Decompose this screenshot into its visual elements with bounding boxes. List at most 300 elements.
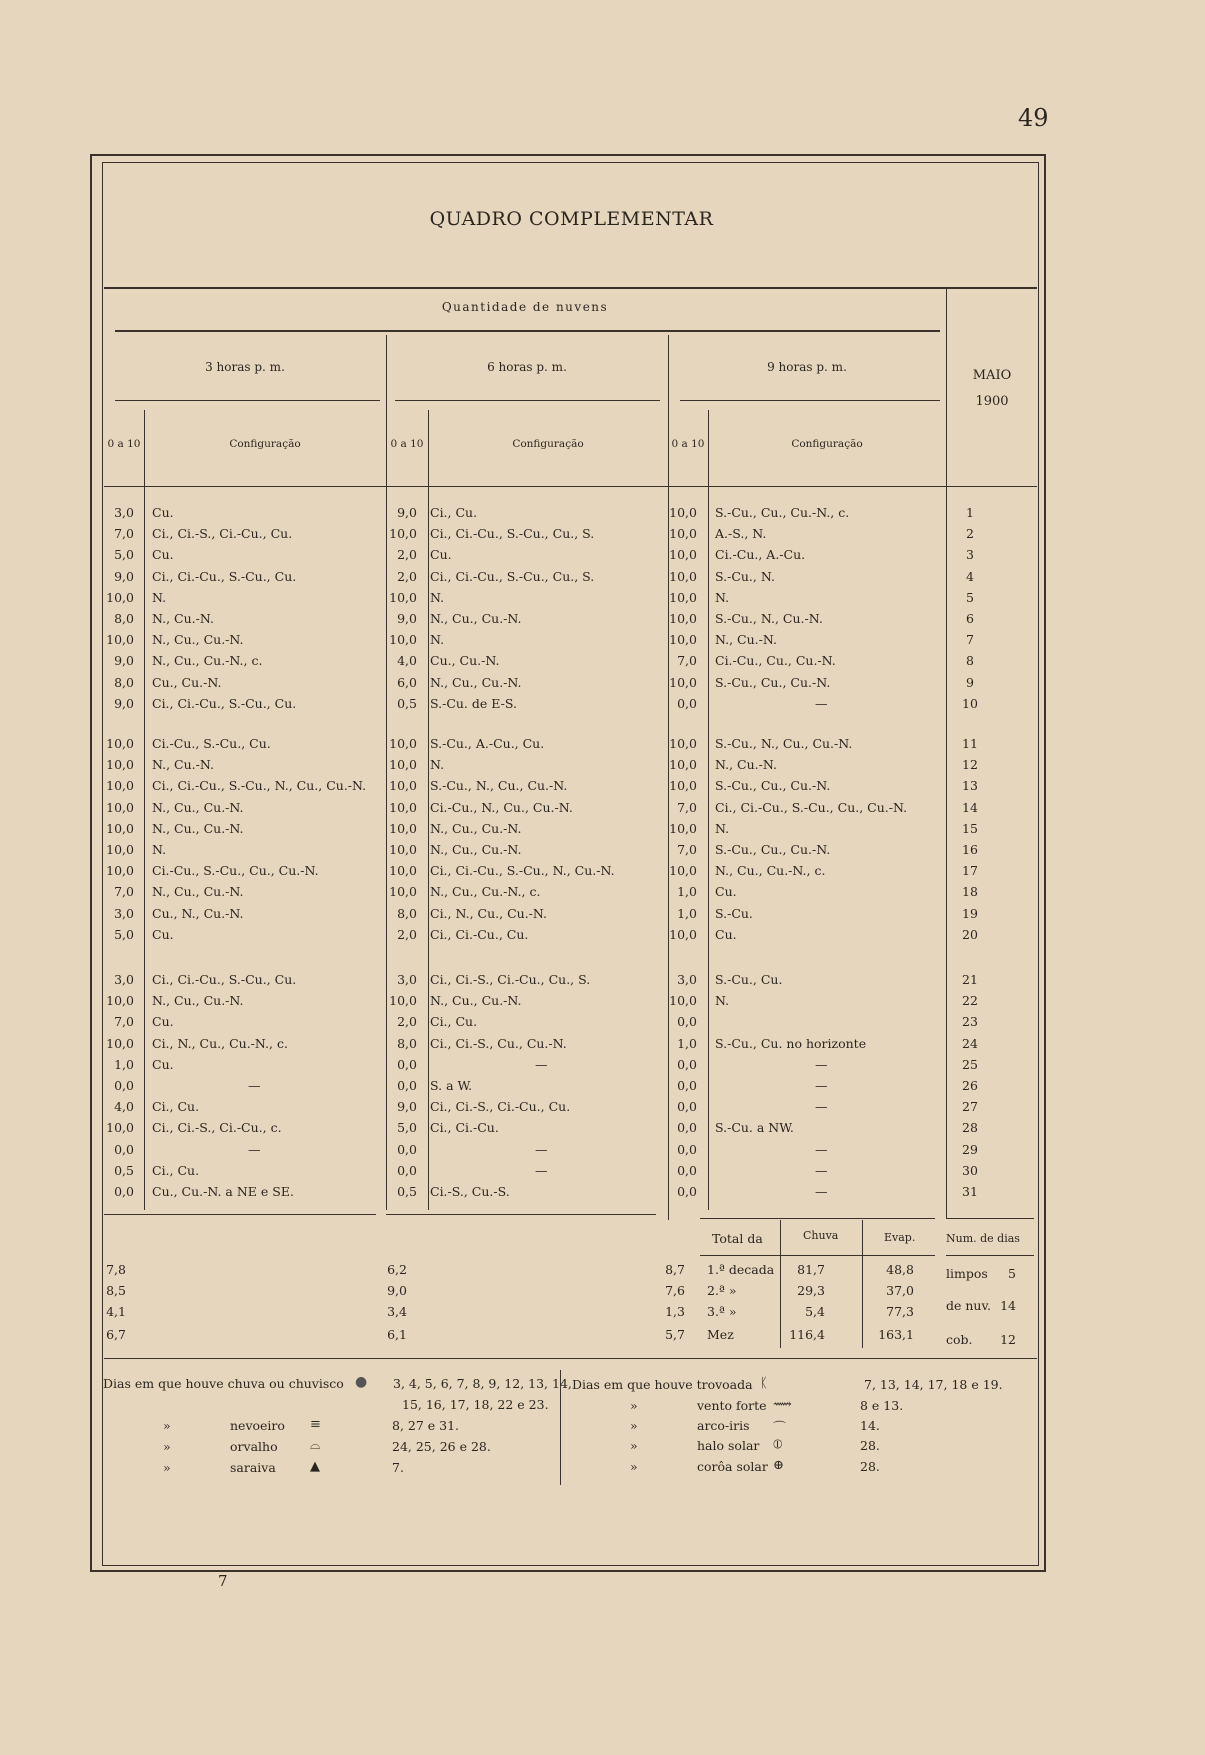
cloud-config-6pm: N., Cu., Cu.-N. bbox=[430, 842, 522, 857]
cloud-config-6pm: S.-Cu., N., Cu., Cu.-N. bbox=[430, 778, 568, 794]
cloud-config-3pm: N., Cu.-N. bbox=[152, 611, 214, 626]
table-title: QUADRO COMPLEMENTAR bbox=[429, 208, 714, 230]
table-row bbox=[0, 547, 1205, 565]
cloud-amount-6pm: 8,0 bbox=[397, 905, 417, 921]
cloud-config-3pm: Ci., N., Cu., Cu.-N., c. bbox=[152, 1035, 288, 1051]
group-title: Quantidade de nuvens bbox=[441, 300, 609, 314]
period-rule-3 bbox=[680, 400, 940, 401]
cloud-config-9pm: S.-Cu., Cu. no horizonte bbox=[715, 1035, 867, 1051]
cloud-amount-6pm: 10,0 bbox=[389, 778, 417, 794]
cloud-config-6pm: Ci.-S., Cu.-S. bbox=[430, 1184, 510, 1199]
cloud-config-3pm: N. bbox=[152, 842, 167, 857]
weather-symbol-icon: ⌓ bbox=[310, 1438, 321, 1453]
cloud-amount-3pm: 0,5 bbox=[114, 1162, 134, 1178]
cloud-config-9pm: — bbox=[815, 1162, 828, 1178]
cloud-amount-6pm: 0,5 bbox=[397, 695, 417, 711]
cloud-config-9pm: S.-Cu., Cu., Cu.-N. bbox=[715, 778, 831, 794]
cloud-amount-9pm: 10,0 bbox=[669, 820, 697, 836]
cloud-config-3pm: Cu. bbox=[152, 1056, 174, 1072]
table-row bbox=[0, 972, 1205, 990]
cloud-amount-9pm: 10,0 bbox=[669, 736, 697, 751]
day-number: 24 bbox=[962, 1035, 978, 1051]
cloud-config-3pm: Cu., N., Cu.-N. bbox=[152, 905, 244, 921]
cloud-amount-6pm: 4,0 bbox=[397, 653, 417, 669]
cloud-config-6pm: Ci., Ci.-S., Ci.-Cu., Cu. bbox=[430, 1099, 571, 1115]
footnote-label: vento forte bbox=[697, 1398, 767, 1413]
cloud-amount-9pm: 0,0 bbox=[677, 1141, 697, 1157]
days-value: 12 bbox=[1000, 1332, 1016, 1347]
cloud-amount-3pm: 7,0 bbox=[114, 884, 134, 900]
monthly-mean-6pm: 6,2 bbox=[387, 1262, 407, 1277]
cloud-config-9pm: N. bbox=[715, 993, 730, 1009]
summary-header-total: Total da bbox=[712, 1231, 763, 1246]
cloud-config-3pm: Cu. bbox=[152, 1014, 174, 1030]
cloud-config-3pm: Ci., Cu. bbox=[152, 1099, 200, 1115]
monthly-mean-3pm: 4,1 bbox=[106, 1304, 126, 1319]
day-number: 4 bbox=[966, 568, 974, 584]
day-number: 11 bbox=[962, 736, 978, 751]
cloud-amount-6pm: 10,0 bbox=[389, 993, 417, 1009]
cloud-amount-3pm: 9,0 bbox=[114, 695, 134, 711]
day-number: 28 bbox=[962, 1120, 978, 1136]
evaporation-total: 48,8 bbox=[886, 1262, 914, 1277]
cloud-amount-3pm: 8,0 bbox=[114, 611, 134, 626]
cloud-config-9pm: S.-Cu., N., Cu., Cu.-N. bbox=[715, 736, 853, 751]
table-row bbox=[0, 611, 1205, 629]
table-row bbox=[0, 842, 1205, 860]
cloud-amount-9pm: 10,0 bbox=[669, 589, 697, 605]
cloud-config-3pm: Ci., Ci.-Cu., S.-Cu., Cu. bbox=[152, 972, 297, 987]
summary-top-rule bbox=[780, 1220, 781, 1348]
cloud-config-9pm: — bbox=[815, 1184, 828, 1199]
day-number: 15 bbox=[962, 820, 978, 836]
summary-header-rule bbox=[700, 1255, 935, 1256]
cloud-amount-9pm: 1,0 bbox=[677, 1035, 697, 1051]
cloud-config-6pm: — bbox=[535, 1162, 548, 1178]
days-label: limpos bbox=[946, 1266, 988, 1281]
cloud-amount-9pm: 0,0 bbox=[677, 1056, 697, 1072]
footnote-ditto: » bbox=[630, 1438, 638, 1453]
day-number: 1 bbox=[966, 505, 974, 520]
cloud-amount-3pm: 10,0 bbox=[106, 842, 134, 857]
table-row bbox=[0, 526, 1205, 544]
cloud-config-6pm: S.-Cu. de E-S. bbox=[430, 695, 517, 711]
day-number: 22 bbox=[962, 993, 978, 1009]
weather-symbol-icon: ⌒ bbox=[773, 1421, 787, 1436]
cloud-config-3pm: Ci.-Cu., S.-Cu., Cu., Cu.-N. bbox=[152, 863, 319, 879]
cloud-config-9pm: S.-Cu., Cu., Cu.-N., c. bbox=[715, 505, 850, 520]
cloud-config-3pm: Ci.-Cu., S.-Cu., Cu. bbox=[152, 736, 271, 751]
cloud-amount-9pm: 0,0 bbox=[677, 1120, 697, 1136]
cloud-amount-3pm: 0,0 bbox=[114, 1184, 134, 1199]
footnote-days: 3, 4, 5, 6, 7, 8, 9, 12, 13, 14, bbox=[393, 1376, 572, 1391]
thunder-symbol-icon: ᛕ bbox=[760, 1376, 768, 1391]
cloud-config-9pm: N. bbox=[715, 589, 730, 605]
cloud-amount-9pm: 10,0 bbox=[669, 547, 697, 563]
cloud-amount-9pm: 10,0 bbox=[669, 568, 697, 584]
cloud-config-3pm: — bbox=[248, 1078, 261, 1093]
cloud-amount-3pm: 10,0 bbox=[106, 736, 134, 751]
day-number: 23 bbox=[962, 1014, 978, 1030]
cloud-config-3pm: N., Cu., Cu.-N. bbox=[152, 884, 244, 900]
table-row bbox=[0, 653, 1205, 671]
footnote-label: Dias em que houve trovoada bbox=[572, 1377, 753, 1392]
cloud-amount-3pm: 4,0 bbox=[114, 1099, 134, 1115]
cloud-amount-6pm: 9,0 bbox=[397, 505, 417, 520]
days-label: de nuv. bbox=[946, 1298, 992, 1313]
cloud-amount-9pm: 0,0 bbox=[677, 1184, 697, 1199]
weather-symbol-icon: ▲ bbox=[310, 1459, 320, 1474]
day-number: 2 bbox=[966, 526, 974, 542]
cloud-config-3pm: N., Cu., Cu.-N. bbox=[152, 632, 244, 648]
config-header-2: Configuração bbox=[512, 438, 584, 450]
day-number: 27 bbox=[962, 1099, 978, 1115]
monthly-mean-6pm: 3,4 bbox=[387, 1304, 407, 1319]
rain-symbol-icon: ● bbox=[355, 1374, 368, 1390]
monthly-mean-6pm: 6,1 bbox=[387, 1327, 407, 1342]
cloud-config-9pm: N., Cu.-N. bbox=[715, 632, 777, 648]
cloud-amount-9pm: 0,0 bbox=[677, 695, 697, 711]
footnote-label: corôa solar bbox=[697, 1459, 768, 1474]
cloud-config-6pm: N. bbox=[430, 632, 445, 648]
cloud-amount-3pm: 10,0 bbox=[106, 1035, 134, 1051]
cloud-amount-3pm: 10,0 bbox=[106, 589, 134, 605]
cloud-amount-6pm: 9,0 bbox=[397, 1099, 417, 1115]
table-row bbox=[0, 569, 1205, 587]
cloud-amount-9pm: 10,0 bbox=[669, 505, 697, 520]
cloud-config-3pm: — bbox=[248, 1141, 261, 1157]
cloud-config-9pm: — bbox=[815, 695, 828, 711]
cloud-amount-9pm: 1,0 bbox=[677, 884, 697, 900]
period-6pm: 6 horas p. m. bbox=[487, 360, 567, 374]
monthly-mean-9pm: 5,7 bbox=[665, 1327, 685, 1342]
cloud-config-9pm: — bbox=[815, 1056, 828, 1072]
day-number: 5 bbox=[966, 589, 974, 605]
day-number: 7 bbox=[966, 632, 974, 648]
cloud-config-3pm: Cu. bbox=[152, 505, 174, 520]
cloud-config-9pm: Cu. bbox=[715, 884, 737, 900]
weather-symbol-icon: ≡ bbox=[310, 1417, 321, 1432]
cloud-config-9pm: Cu. bbox=[715, 926, 737, 942]
cloud-config-6pm: N. bbox=[430, 757, 445, 773]
monthly-mean-6pm: 9,0 bbox=[387, 1283, 407, 1298]
table-row bbox=[0, 1120, 1205, 1138]
period-rule-2 bbox=[395, 400, 660, 401]
day-number: 16 bbox=[962, 842, 978, 857]
cloud-amount-9pm: 10,0 bbox=[669, 632, 697, 648]
cloud-config-3pm: N., Cu., Cu.-N. bbox=[152, 799, 244, 815]
cloud-amount-6pm: 0,0 bbox=[397, 1056, 417, 1072]
footnote-days: 24, 25, 26 e 28. bbox=[392, 1439, 491, 1454]
cloud-config-6pm: Ci., Cu. bbox=[430, 505, 478, 520]
cloud-config-6pm: S.-Cu., A.-Cu., Cu. bbox=[430, 736, 545, 751]
cloud-amount-3pm: 10,0 bbox=[106, 799, 134, 815]
cloud-amount-3pm: 8,0 bbox=[114, 674, 134, 690]
cloud-amount-3pm: 10,0 bbox=[106, 778, 134, 794]
cloud-amount-3pm: 10,0 bbox=[106, 1120, 134, 1136]
cloud-amount-3pm: 10,0 bbox=[106, 632, 134, 648]
cloud-amount-6pm: 6,0 bbox=[397, 674, 417, 690]
cloud-config-9pm: Ci., Ci.-Cu., S.-Cu., Cu., Cu.-N. bbox=[715, 799, 908, 815]
cloud-amount-3pm: 0,0 bbox=[114, 1078, 134, 1093]
sheet-number: 7 bbox=[218, 1572, 228, 1590]
cloud-config-6pm: Ci., Cu. bbox=[430, 1014, 478, 1030]
cloud-config-3pm: Cu., Cu.-N. a NE e SE. bbox=[152, 1184, 294, 1199]
rain-total: 116,4 bbox=[789, 1327, 825, 1342]
monthly-mean-3pm: 7,8 bbox=[106, 1262, 126, 1277]
evaporation-total: 37,0 bbox=[886, 1283, 914, 1298]
cloud-config-6pm: Cu., Cu.-N. bbox=[430, 653, 500, 669]
cloud-amount-6pm: 5,0 bbox=[397, 1120, 417, 1136]
monthly-mean-3pm: 6,7 bbox=[106, 1327, 126, 1342]
table-row bbox=[0, 505, 1205, 523]
summary-header-chuva: Chuva bbox=[803, 1229, 839, 1242]
table-row bbox=[0, 884, 1205, 902]
footnote-days: 7, 13, 14, 17, 18 e 19. bbox=[864, 1377, 1003, 1392]
year-label: 1900 bbox=[975, 394, 1009, 409]
day-number: 29 bbox=[962, 1141, 978, 1157]
cloud-config-9pm: S.-Cu. a NW. bbox=[715, 1120, 794, 1136]
cloud-amount-6pm: 2,0 bbox=[397, 568, 417, 584]
table-row bbox=[0, 1078, 1205, 1096]
footnote-label: nevoeiro bbox=[230, 1418, 285, 1433]
cloud-amount-6pm: 0,0 bbox=[397, 1162, 417, 1178]
cloud-amount-6pm: 10,0 bbox=[389, 863, 417, 879]
day-number: 20 bbox=[962, 926, 978, 942]
cloud-amount-6pm: 0,0 bbox=[397, 1141, 417, 1157]
table-row bbox=[0, 696, 1205, 714]
footnote-ditto: » bbox=[163, 1439, 171, 1454]
day-number: 3 bbox=[966, 547, 974, 563]
day-number: 26 bbox=[962, 1078, 978, 1093]
group-rule bbox=[115, 330, 940, 332]
cloud-amount-9pm: 1,0 bbox=[677, 905, 697, 921]
cloud-amount-3pm: 10,0 bbox=[106, 863, 134, 879]
footnote-ditto: » bbox=[630, 1398, 638, 1413]
cloud-config-6pm: Ci., Ci.-Cu., S.-Cu., Cu., S. bbox=[430, 568, 595, 584]
table-row bbox=[0, 1014, 1205, 1032]
cloud-config-9pm: N., Cu., Cu.-N., c. bbox=[715, 863, 826, 879]
cloud-config-6pm: — bbox=[535, 1141, 548, 1157]
cloud-config-3pm: N., Cu., Cu.-N. bbox=[152, 820, 244, 836]
day-number: 14 bbox=[962, 799, 978, 815]
rain-total: 81,7 bbox=[797, 1262, 825, 1277]
cloud-config-3pm: N. bbox=[152, 589, 167, 605]
summary-period: 1.ª decada bbox=[707, 1262, 775, 1277]
cloud-amount-6pm: 2,0 bbox=[397, 1014, 417, 1030]
cloud-config-6pm: Ci., Ci.-Cu., S.-Cu., N., Cu.-N. bbox=[430, 863, 615, 879]
cloud-amount-6pm: 2,0 bbox=[397, 926, 417, 942]
cloud-amount-3pm: 0,0 bbox=[114, 1141, 134, 1157]
cloud-config-6pm: N. bbox=[430, 589, 445, 605]
cloud-config-3pm: Ci., Ci.-S., Ci.-Cu., Cu. bbox=[152, 526, 293, 542]
day-number: 21 bbox=[962, 972, 978, 987]
cloud-config-6pm: N., Cu., Cu.-N. bbox=[430, 674, 522, 690]
table-row bbox=[0, 906, 1205, 924]
cloud-amount-3pm: 10,0 bbox=[106, 820, 134, 836]
cloud-amount-6pm: 0,0 bbox=[397, 1078, 417, 1093]
scale-header-1: 0 a 10 bbox=[107, 438, 141, 450]
cloud-amount-6pm: 0,5 bbox=[397, 1184, 417, 1199]
day-number: 12 bbox=[962, 757, 978, 773]
day-number: 19 bbox=[962, 905, 978, 921]
days-value: 5 bbox=[1008, 1266, 1016, 1281]
cloud-amount-9pm: 0,0 bbox=[677, 1162, 697, 1178]
cloud-amount-3pm: 7,0 bbox=[114, 1014, 134, 1030]
cloud-amount-6pm: 10,0 bbox=[389, 632, 417, 648]
summary-period: Mez bbox=[707, 1327, 734, 1342]
cloud-amount-9pm: 0,0 bbox=[677, 1099, 697, 1115]
footnote-days: 8, 27 e 31. bbox=[392, 1418, 460, 1433]
cloud-config-3pm: N., Cu., Cu.-N., c. bbox=[152, 653, 263, 669]
body-bottom-rule-2 bbox=[386, 1214, 656, 1215]
rain-total: 29,3 bbox=[797, 1283, 825, 1298]
cloud-config-6pm: Ci., Ci.-Cu., S.-Cu., Cu., S. bbox=[430, 526, 595, 542]
monthly-mean-9pm: 7,6 bbox=[665, 1283, 685, 1298]
table-row bbox=[0, 993, 1205, 1011]
cloud-amount-6pm: 10,0 bbox=[389, 589, 417, 605]
title-rule bbox=[104, 287, 1037, 289]
cloud-amount-9pm: 3,0 bbox=[677, 972, 697, 987]
cloud-amount-6pm: 8,0 bbox=[397, 1035, 417, 1051]
config-header-3: Configuração bbox=[791, 438, 863, 450]
config-header-1: Configuração bbox=[229, 438, 301, 450]
period-9pm: 9 horas p. m. bbox=[767, 360, 847, 374]
days-label: cob. bbox=[946, 1332, 973, 1347]
cloud-amount-9pm: 10,0 bbox=[669, 674, 697, 690]
body-bottom-rule-3 bbox=[700, 1218, 935, 1219]
cloud-amount-6pm: 9,0 bbox=[397, 611, 417, 626]
footnote-label: arco-iris bbox=[697, 1418, 750, 1433]
cloud-config-9pm: Ci.-Cu., A.-Cu. bbox=[715, 547, 806, 563]
cloud-config-6pm: Ci., Ci.-Cu. bbox=[430, 1120, 499, 1136]
weather-symbol-icon: ⟿ bbox=[773, 1397, 792, 1412]
cloud-config-6pm: Ci., Ci.-Cu., Cu. bbox=[430, 926, 529, 942]
table-row bbox=[0, 590, 1205, 608]
footnote-days: 7. bbox=[392, 1460, 404, 1475]
cloud-config-6pm: N., Cu., Cu.-N., c. bbox=[430, 884, 541, 900]
table-row bbox=[0, 757, 1205, 775]
cloud-amount-9pm: 7,0 bbox=[677, 799, 697, 815]
cloud-amount-3pm: 1,0 bbox=[114, 1056, 134, 1072]
scale-header-3: 0 a 10 bbox=[671, 438, 705, 450]
cloud-amount-9pm: 10,0 bbox=[669, 926, 697, 942]
cloud-amount-6pm: 10,0 bbox=[389, 820, 417, 836]
cloud-config-9pm: Ci.-Cu., Cu., Cu.-N. bbox=[715, 653, 836, 669]
cloud-config-3pm: Cu., Cu.-N. bbox=[152, 674, 222, 690]
cloud-amount-9pm: 10,0 bbox=[669, 778, 697, 794]
table-row bbox=[0, 1184, 1205, 1202]
cloud-amount-3pm: 5,0 bbox=[114, 926, 134, 942]
cloud-amount-9pm: 10,0 bbox=[669, 526, 697, 542]
cloud-config-3pm: Ci., Ci.-S., Ci.-Cu., c. bbox=[152, 1120, 282, 1136]
cloud-amount-6pm: 10,0 bbox=[389, 884, 417, 900]
cloud-config-3pm: Cu. bbox=[152, 547, 174, 563]
monthly-mean-3pm: 8,5 bbox=[106, 1283, 126, 1298]
table-row bbox=[0, 632, 1205, 650]
table-row bbox=[0, 736, 1205, 754]
cloud-config-6pm: Ci., Ci.-S., Ci.-Cu., Cu., S. bbox=[430, 972, 591, 987]
body-bottom-rule-4 bbox=[946, 1218, 1034, 1219]
cloud-amount-3pm: 3,0 bbox=[114, 972, 134, 987]
scale-header-2: 0 a 10 bbox=[390, 438, 424, 450]
cloud-config-6pm: N., Cu., Cu.-N. bbox=[430, 611, 522, 626]
footnote-days: 28. bbox=[860, 1459, 880, 1474]
day-number: 13 bbox=[962, 778, 978, 794]
cloud-config-6pm: Ci., Ci.-S., Cu., Cu.-N. bbox=[430, 1035, 567, 1051]
table-row bbox=[0, 821, 1205, 839]
cloud-amount-3pm: 10,0 bbox=[106, 993, 134, 1009]
weather-symbol-icon: ⦶ bbox=[773, 1437, 783, 1452]
cloud-amount-6pm: 3,0 bbox=[397, 972, 417, 987]
cloud-config-6pm: Ci.-Cu., N., Cu., Cu.-N. bbox=[430, 799, 573, 815]
cloud-config-3pm: Ci., Cu. bbox=[152, 1162, 200, 1178]
cloud-amount-6pm: 2,0 bbox=[397, 547, 417, 563]
cloud-config-3pm: Ci., Ci.-Cu., S.-Cu., Cu. bbox=[152, 568, 297, 584]
summary-period: 2.ª » bbox=[707, 1283, 737, 1298]
cloud-amount-3pm: 9,0 bbox=[114, 653, 134, 669]
cloud-config-9pm: — bbox=[815, 1141, 828, 1157]
cloud-config-6pm: — bbox=[535, 1056, 548, 1072]
cloud-config-6pm: Cu. bbox=[430, 547, 452, 563]
month-label: MAIO bbox=[972, 368, 1012, 383]
footnote-label: Dias em que houve chuva ou chuvisco bbox=[103, 1376, 344, 1391]
period-rule-1 bbox=[115, 400, 380, 401]
day-number: 31 bbox=[962, 1184, 978, 1199]
table-row bbox=[0, 927, 1205, 945]
cloud-amount-6pm: 10,0 bbox=[389, 736, 417, 751]
cloud-config-6pm: Ci., N., Cu., Cu.-N. bbox=[430, 905, 547, 921]
cloud-amount-9pm: 10,0 bbox=[669, 863, 697, 879]
footnote-ditto: » bbox=[630, 1418, 638, 1433]
cloud-config-6pm: N., Cu., Cu.-N. bbox=[430, 993, 522, 1009]
day-number: 6 bbox=[966, 611, 974, 626]
footnote-ditto: » bbox=[163, 1418, 171, 1433]
cloud-amount-3pm: 3,0 bbox=[114, 905, 134, 921]
table-row bbox=[0, 1142, 1205, 1160]
day-number: 10 bbox=[962, 695, 978, 711]
cloud-config-9pm: S.-Cu., Cu., Cu.-N. bbox=[715, 842, 831, 857]
footer-top-rule bbox=[104, 1358, 1037, 1359]
table-row bbox=[0, 675, 1205, 693]
summary-header-dias: Num. de dias bbox=[946, 1232, 1020, 1245]
cloud-amount-9pm: 10,0 bbox=[669, 611, 697, 626]
cloud-config-3pm: Cu. bbox=[152, 926, 174, 942]
cloud-config-9pm: N., Cu.-N. bbox=[715, 757, 777, 773]
period-3pm: 3 horas p. m. bbox=[205, 360, 285, 374]
cloud-amount-9pm: 0,0 bbox=[677, 1014, 697, 1030]
summary-period: 3.ª » bbox=[707, 1304, 737, 1319]
table-row bbox=[0, 800, 1205, 818]
cloud-amount-3pm: 7,0 bbox=[114, 526, 134, 542]
cloud-amount-9pm: 0,0 bbox=[677, 1078, 697, 1093]
footnote-label: orvalho bbox=[230, 1439, 278, 1454]
table-row bbox=[0, 1057, 1205, 1075]
monthly-mean-9pm: 1,3 bbox=[665, 1304, 685, 1319]
cloud-amount-9pm: 7,0 bbox=[677, 842, 697, 857]
cloud-amount-9pm: 10,0 bbox=[669, 757, 697, 773]
monthly-mean-9pm: 8,7 bbox=[665, 1262, 685, 1277]
summary-header-evap: Evap. bbox=[884, 1231, 916, 1244]
footnote-days: 14. bbox=[860, 1418, 880, 1433]
footnote-days: 15, 16, 17, 18, 22 e 23. bbox=[402, 1397, 549, 1412]
weather-symbol-icon: ⊕ bbox=[773, 1458, 784, 1473]
header-bottom-rule bbox=[104, 486, 1037, 487]
footnote-label: saraiva bbox=[230, 1460, 276, 1475]
cloud-config-9pm: S.-Cu., N. bbox=[715, 568, 775, 584]
evaporation-total: 163,1 bbox=[878, 1327, 914, 1342]
cloud-amount-6pm: 10,0 bbox=[389, 799, 417, 815]
